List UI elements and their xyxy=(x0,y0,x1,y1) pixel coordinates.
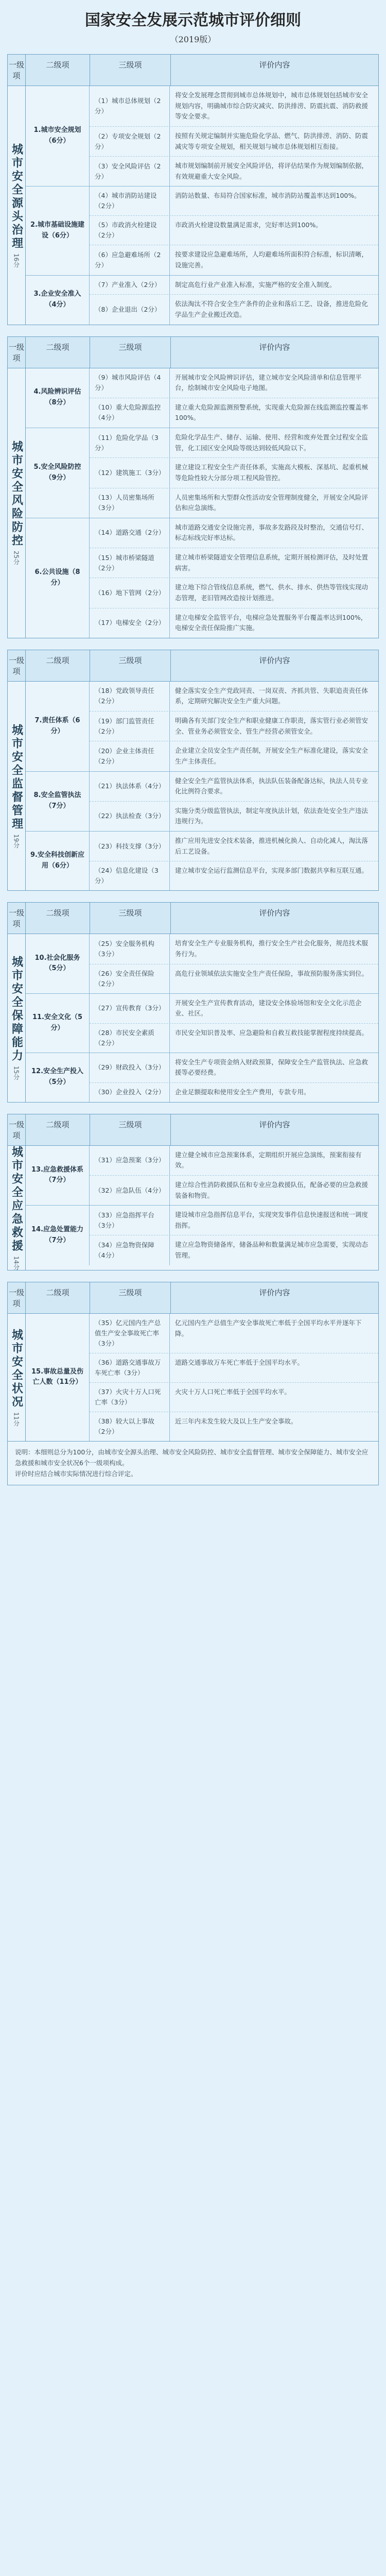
level3-rows xyxy=(90,1206,378,1265)
header-content: 评价内容 xyxy=(259,1120,290,1129)
level2-label: 1.城市安全规划（6分） xyxy=(26,86,90,186)
level3-item: （22）执法检查（3分） xyxy=(90,802,170,831)
level2-label: 7.责任体系（6分） xyxy=(26,682,90,771)
table-row xyxy=(90,682,378,711)
level3-item: （36）道路交通事故万车死亡率（3分） xyxy=(90,1353,170,1382)
level3-rows xyxy=(90,1053,378,1102)
evaluation-content: 制定高危行业产业准入标准，实施严格的安全准入制度。 xyxy=(175,280,336,289)
evaluation-content: 按要求建设应急避难场所，人均避难场所面积符合标准，标识清晰，设施完善。 xyxy=(175,250,369,269)
page-title: 国家安全发展示范城市评价细则 xyxy=(85,11,301,29)
header-content: 评价内容 xyxy=(259,1287,290,1297)
table-row xyxy=(90,802,378,831)
level2-label: 11.安全文化（5分） xyxy=(26,994,90,1053)
header-level3: 三级项 xyxy=(90,903,171,934)
evaluation-content: 建立重大危险源监测预警系统，实现重大危险源在线监测监控覆盖率100%。 xyxy=(175,403,369,422)
level3-item: （16）地下管网（2分） xyxy=(90,578,170,607)
page-subtitle: （2019版） xyxy=(170,35,216,44)
table-row xyxy=(90,245,378,275)
evaluation-content: 开展安全生产宣传教育活动，建设安全体验场馆和安全文化示范企业、社区。 xyxy=(175,998,362,1018)
evaluation-content: 建立应急物资储备库，储备品种和数量满足城市应急需要，实现动态管理。 xyxy=(175,1241,369,1259)
level1-title: 城市安全保障能力 xyxy=(10,956,23,1063)
section-body xyxy=(8,682,378,891)
footnote-line: 评价时应结合城市实际情况进行综合评定。 xyxy=(15,1470,137,1478)
header-level1: 一级项 xyxy=(8,650,26,681)
level2-group xyxy=(26,934,378,993)
table-row xyxy=(90,1083,378,1102)
level1-category xyxy=(8,934,26,1101)
criteria-section xyxy=(7,650,379,891)
criteria-section xyxy=(7,1114,379,1270)
table-row xyxy=(90,458,378,488)
evaluation-content: 按照有关规定编制并实施危险化学品、燃气、防洪排涝、消防、防震减灾等专项安全规划，相关规划与城市总体规划相互衔接。 xyxy=(175,131,369,150)
evaluation-content: 危险化学品生产、储存、运输、使用、经营和废弃处置全过程安全监管，化工园区安全风险等级达到较低风险以下。 xyxy=(175,433,369,452)
level2-groups xyxy=(26,368,378,638)
level3-item: （35）亿元国内生产总值生产安全事故死亡率（3分） xyxy=(90,1314,170,1353)
header-level3: 三级项 xyxy=(90,1114,171,1145)
level1-category xyxy=(8,1314,26,1441)
level2-label: 13.应急救援体系（7分） xyxy=(26,1146,90,1206)
table-row xyxy=(90,157,378,186)
table-row xyxy=(90,741,378,771)
evaluation-content: 近三年内未发生较大及以上生产安全事故。 xyxy=(175,1417,297,1425)
evaluation-content: 建设城市应急指挥信息平台，实现突发事件信息快速报送和统一调度指挥。 xyxy=(175,1211,369,1229)
level3-item: （3）安全风险评估（2分） xyxy=(90,157,170,186)
level2-label: 8.安全监管执法（7分） xyxy=(26,772,90,832)
level1-title: 城市安全监督管理 xyxy=(10,723,23,831)
level1-score: 14分 xyxy=(12,1256,20,1270)
table-row xyxy=(90,86,378,127)
level2-label: 2.城市基础设施建设（6分） xyxy=(26,187,90,275)
table-row xyxy=(90,295,378,324)
level3-item: （8）企业退出（2分） xyxy=(90,295,170,324)
level3-item: （1）城市总体规划（2分） xyxy=(90,86,170,126)
table-row xyxy=(90,608,378,638)
level2-label: 6.公共设施（8分） xyxy=(26,518,90,638)
table-row xyxy=(90,127,378,157)
header-level3: 三级项 xyxy=(90,55,171,86)
level3-item: （10）重大危险源监控（4分） xyxy=(90,398,170,428)
evaluation-content: 亿元国内生产总值生产安全事故死亡率低于全国平均水平并逐年下降。 xyxy=(175,1318,362,1337)
evaluation-content: 明确各有关部门安全生产和职业健康工作职责，落实管行业必须管安全、管业务必须管安全、管生产经营必须管安全。 xyxy=(175,717,369,735)
level3-item: （11）危险化学品（3分） xyxy=(90,428,170,457)
header-level1: 一级项 xyxy=(8,1282,26,1313)
level3-item: （9）城市风险评估（4分） xyxy=(90,368,170,398)
level3-item: （28）市民安全素质（2分） xyxy=(90,1024,170,1053)
evaluation-content: 城市规划编制前开展安全风险评估，将评估结果作为规划编制依据，有效规避重大安全风险。 xyxy=(175,162,369,180)
evaluation-content: 企业建立全员安全生产责任制，开展安全生产标准化建设，落实安全生产主体责任。 xyxy=(175,747,369,765)
header-content: 评价内容 xyxy=(259,655,290,665)
table-row xyxy=(90,518,378,548)
evaluation-content: 建立城市桥梁隧道安全管理信息系统，定期开展检测评估，及时处置病害。 xyxy=(175,553,369,572)
level1-score: 25分 xyxy=(12,551,20,565)
section-body xyxy=(8,1146,378,1270)
level3-rows xyxy=(90,428,378,518)
level2-label: 14.应急处置能力（7分） xyxy=(26,1206,90,1265)
evaluation-content: 开展城市安全风险辨识评估，建立城市安全风险清单和信息管理平台，绘制城市安全风险电子地图。 xyxy=(175,373,362,392)
evaluation-content: 健全安全生产监管执法体系，执法队伍装备配备达标，执法人员专业化比例符合要求。 xyxy=(175,776,369,795)
table-row xyxy=(90,934,378,964)
header-level3: 三级项 xyxy=(90,1282,171,1313)
criteria-section xyxy=(7,902,379,1102)
level2-group xyxy=(26,832,378,890)
level3-rows xyxy=(90,276,378,325)
evaluation-content: 城市道路交通安全设施完善，事故多发路段及时整治，交通信号灯、标志标线完好率达标。 xyxy=(175,523,369,542)
level1-title: 城市安全源头治理 xyxy=(10,143,23,250)
level2-groups xyxy=(26,1314,378,1441)
table-row xyxy=(90,832,378,861)
table-row xyxy=(90,276,378,295)
level3-rows xyxy=(90,832,378,890)
level2-groups xyxy=(26,682,378,891)
evaluation-content: 建立健全城市应急预案体系，定期组织开展应急演练，预案衔接有效。 xyxy=(175,1150,362,1170)
level3-item: （19）部门监管责任（2分） xyxy=(90,711,170,741)
evaluation-content: 火灾十万人口死亡率低于全国平均水平。 xyxy=(175,1387,291,1396)
level3-rows xyxy=(90,682,378,771)
header-level2: 二级项 xyxy=(26,903,90,934)
evaluation-content: 企业足额提取和使用安全生产费用，专款专用。 xyxy=(175,1088,310,1096)
header-level2: 二级项 xyxy=(26,650,90,681)
level1-category xyxy=(8,1146,26,1270)
table-row xyxy=(90,428,378,458)
table-row xyxy=(90,994,378,1024)
level3-rows xyxy=(90,994,378,1053)
level3-item: （24）信息化建设（3分） xyxy=(90,861,170,890)
table-row xyxy=(90,711,378,741)
level3-rows xyxy=(90,86,378,186)
table-header xyxy=(8,55,378,86)
level2-group xyxy=(26,772,378,832)
table-row xyxy=(90,1176,378,1205)
table-row xyxy=(90,398,378,428)
level2-group xyxy=(26,1206,378,1265)
level1-title: 城市安全状况 xyxy=(10,1328,23,1409)
level3-item: （38）较大以上事故（2分） xyxy=(90,1412,170,1441)
table-header xyxy=(8,1114,378,1146)
level3-rows xyxy=(90,772,378,832)
level2-group xyxy=(26,518,378,638)
evaluation-content: 市政消火栓建设数量满足需求，完好率达到100%。 xyxy=(175,221,322,229)
level3-item: （18）党政领导责任（2分） xyxy=(90,682,170,711)
evaluation-content: 依法淘汰不符合安全生产条件的企业和落后工艺、设备，推进危险化学品生产企业搬迁改造。 xyxy=(175,300,369,318)
evaluation-content: 推广应用先进安全技术装备，推进机械化换人、自动化减人，淘汰落后工艺设备。 xyxy=(175,837,369,855)
level2-group xyxy=(26,86,378,187)
level2-group xyxy=(26,1314,378,1441)
level1-title: 城市安全风险防控 xyxy=(10,440,23,548)
level2-groups xyxy=(26,86,378,325)
level2-label: 4.风险辨识评估（8分） xyxy=(26,368,90,428)
level2-label: 10.社会化服务（5分） xyxy=(26,934,90,993)
level2-group xyxy=(26,368,378,429)
header-level2: 二级项 xyxy=(26,1282,90,1313)
table-row xyxy=(90,1053,378,1083)
level3-item: （4）城市消防站建设（2分） xyxy=(90,187,170,215)
level1-score: 11分 xyxy=(12,1412,20,1427)
level3-item: （17）电梯安全（2分） xyxy=(90,608,170,638)
evaluation-content: 道路交通事故万车死亡率低于全国平均水平。 xyxy=(175,1358,304,1366)
level3-rows xyxy=(90,1146,378,1206)
header-level3: 三级项 xyxy=(90,337,171,368)
header-level2: 二级项 xyxy=(26,55,90,86)
level2-group xyxy=(26,187,378,275)
header-level1: 一级项 xyxy=(8,903,26,934)
header-level1: 一级项 xyxy=(8,337,26,368)
criteria-section xyxy=(7,336,379,638)
level2-group xyxy=(26,682,378,772)
section-body xyxy=(8,86,378,325)
level2-group xyxy=(26,428,378,518)
level3-rows xyxy=(90,368,378,428)
evaluation-content: 培育安全生产专业服务机构，推行安全生产社会化服务，规范技术服务行为。 xyxy=(175,939,369,958)
evaluation-content: 消防站数量、布局符合国家标准，城市消防站覆盖率达到100%。 xyxy=(175,192,361,200)
evaluation-content: 建立城市安全运行监测信息平台，实现多部门数据共享和互联互通。 xyxy=(175,867,369,875)
table-row xyxy=(90,1314,378,1353)
footnote xyxy=(8,1441,378,1485)
evaluation-content: 建立电梯安全监管平台，电梯应急处置服务平台覆盖率达到100%，电梯安全责任保险推广实施。 xyxy=(175,613,367,632)
level1-score: 16分 xyxy=(12,253,20,267)
table-row xyxy=(90,964,378,993)
table-row xyxy=(90,1383,378,1412)
level2-label: 15.事故总量及伤亡人数（11分） xyxy=(26,1314,90,1441)
level2-group xyxy=(26,1053,378,1102)
level3-item: （2）专项安全规划（2分） xyxy=(90,127,170,156)
table-row xyxy=(90,1353,378,1383)
level3-rows xyxy=(90,934,378,993)
table-row xyxy=(90,1206,378,1235)
level1-category xyxy=(8,682,26,891)
header-content: 评价内容 xyxy=(259,60,290,70)
level3-rows xyxy=(90,1314,378,1441)
level3-item: （13）人员密集场所（3分） xyxy=(90,488,170,518)
level3-item: （7）产业准入（2分） xyxy=(90,276,170,295)
level3-item: （23）科技支撑（3分） xyxy=(90,832,170,861)
header-level1: 一级项 xyxy=(8,55,26,86)
level3-item: （30）企业投入（2分） xyxy=(90,1083,170,1102)
table-row xyxy=(90,772,378,802)
header-level2: 二级项 xyxy=(26,1114,90,1145)
level3-item: （25）安全服务机构（3分） xyxy=(90,934,170,963)
table-header xyxy=(8,337,378,368)
evaluation-content: 人员密集场所和大型群众性活动安全管理制度健全，开展安全风险评估和应急演练。 xyxy=(175,493,369,512)
header-level2: 二级项 xyxy=(26,337,90,368)
level3-item: （14）道路交通（2分） xyxy=(90,518,170,548)
evaluation-content: 将安全发展理念贯彻到城市总体规划中，城市总体规划包括城市安全规划内容，明确城市综合防灾减灾、防洪排涝、防震抗震、消防救援等安全要求。 xyxy=(175,91,369,121)
level3-item: （20）企业主体责任（2分） xyxy=(90,741,170,771)
footnote-line: 说明：本细则总分为100分，由城市安全源头治理、城市安全风险防控、城市安全监督管理、城市安全保障能力、城市安全应急救援和城市安全状况6个一级项构成。 xyxy=(15,1448,369,1467)
table-row xyxy=(90,1146,378,1176)
table-row xyxy=(90,1412,378,1441)
table-row xyxy=(90,1235,378,1265)
level2-group xyxy=(26,1146,378,1206)
table-row xyxy=(90,216,378,245)
table-row xyxy=(90,548,378,578)
evaluation-content: 建立综合性消防救援队伍和专业应急救援队伍，配备必要的应急救援装备和物资。 xyxy=(175,1180,369,1199)
table-row xyxy=(90,861,378,890)
level2-label: 3.企业安全准入（4分） xyxy=(26,276,90,325)
level3-item: （5）市政消火栓建设（2分） xyxy=(90,216,170,245)
level3-rows xyxy=(90,187,378,275)
level3-item: （37）火灾十万人口死亡率（3分） xyxy=(90,1383,170,1412)
level1-score: 19分 xyxy=(12,834,20,849)
level2-label: 12.安全生产投入（5分） xyxy=(26,1053,90,1102)
level3-item: （26）安全责任保险（2分） xyxy=(90,964,170,993)
header-level1: 一级项 xyxy=(8,1114,26,1145)
level3-item: （12）建筑施工（3分） xyxy=(90,458,170,487)
table-header xyxy=(8,1282,378,1314)
level3-item: （31）应急预案（3分） xyxy=(90,1146,170,1175)
level1-category xyxy=(8,86,26,325)
evaluation-content: 实施分类分级监管执法，制定年度执法计划，依法查处安全生产违法违规行为。 xyxy=(175,806,369,825)
level3-item: （21）执法体系（4分） xyxy=(90,772,170,801)
level2-label: 5.安全风险防控（9分） xyxy=(26,428,90,518)
evaluation-content: 高危行业领域依法实施安全生产责任保险，事故预防服务落实到位。 xyxy=(175,969,369,977)
evaluation-content: 健全落实安全生产党政同责、一岗双责、齐抓共管、失职追责责任体系，定期研究解决安全生产重大问题。 xyxy=(175,686,369,705)
level1-title: 城市安全应急救援 xyxy=(10,1145,23,1253)
level2-groups xyxy=(26,934,378,1101)
table-row xyxy=(90,187,378,216)
table-row xyxy=(90,488,378,518)
level2-group xyxy=(26,276,378,325)
level3-item: （6）应急避难场所（2分） xyxy=(90,245,170,275)
level2-groups xyxy=(26,1146,378,1270)
table-row xyxy=(90,578,378,608)
criteria-section xyxy=(7,54,379,325)
level3-item: （29）财政投入（3分） xyxy=(90,1053,170,1082)
header-level3: 三级项 xyxy=(90,650,171,681)
section-body xyxy=(8,934,378,1101)
section-body xyxy=(8,1314,378,1441)
evaluation-content: 市民安全知识普及率、应急避险和自救互救技能掌握程度持续提高。 xyxy=(175,1028,369,1037)
table-row xyxy=(90,1024,378,1053)
level2-group xyxy=(26,994,378,1053)
level2-label: 9.安全科技创新应用（6分） xyxy=(26,832,90,890)
level3-item: （33）应急指挥平台（3分） xyxy=(90,1206,170,1235)
evaluation-content: 建立建设工程安全生产责任体系，实施高大模板、深基坑、起重机械等危险性较大分部分项工程风险管控。 xyxy=(175,463,369,482)
level1-score: 15分 xyxy=(12,1066,20,1080)
evaluation-content: 将安全生产专项资金纳入财政预算，保障安全生产监管执法、应急救援等必要经费。 xyxy=(175,1058,369,1077)
level3-item: （27）宣传教育（3分） xyxy=(90,994,170,1023)
header-content: 评价内容 xyxy=(259,908,290,918)
criteria-section xyxy=(7,1282,379,1485)
table-header xyxy=(8,903,378,934)
level3-item: （15）城市桥梁隧道（2分） xyxy=(90,548,170,578)
criteria-document xyxy=(7,54,379,1485)
level3-item: （32）应急队伍（4分） xyxy=(90,1176,170,1205)
level3-item: （34）应急物资保障（4分） xyxy=(90,1235,170,1265)
level1-category xyxy=(8,368,26,638)
section-body xyxy=(8,368,378,638)
level3-rows xyxy=(90,518,378,638)
table-row xyxy=(90,368,378,398)
table-header xyxy=(8,650,378,682)
evaluation-content: 建立地下综合管线信息系统，燃气、供水、排水、供热等管线实现动态管理，老旧管网改造按计划推进。 xyxy=(175,583,369,602)
header-content: 评价内容 xyxy=(259,342,290,352)
